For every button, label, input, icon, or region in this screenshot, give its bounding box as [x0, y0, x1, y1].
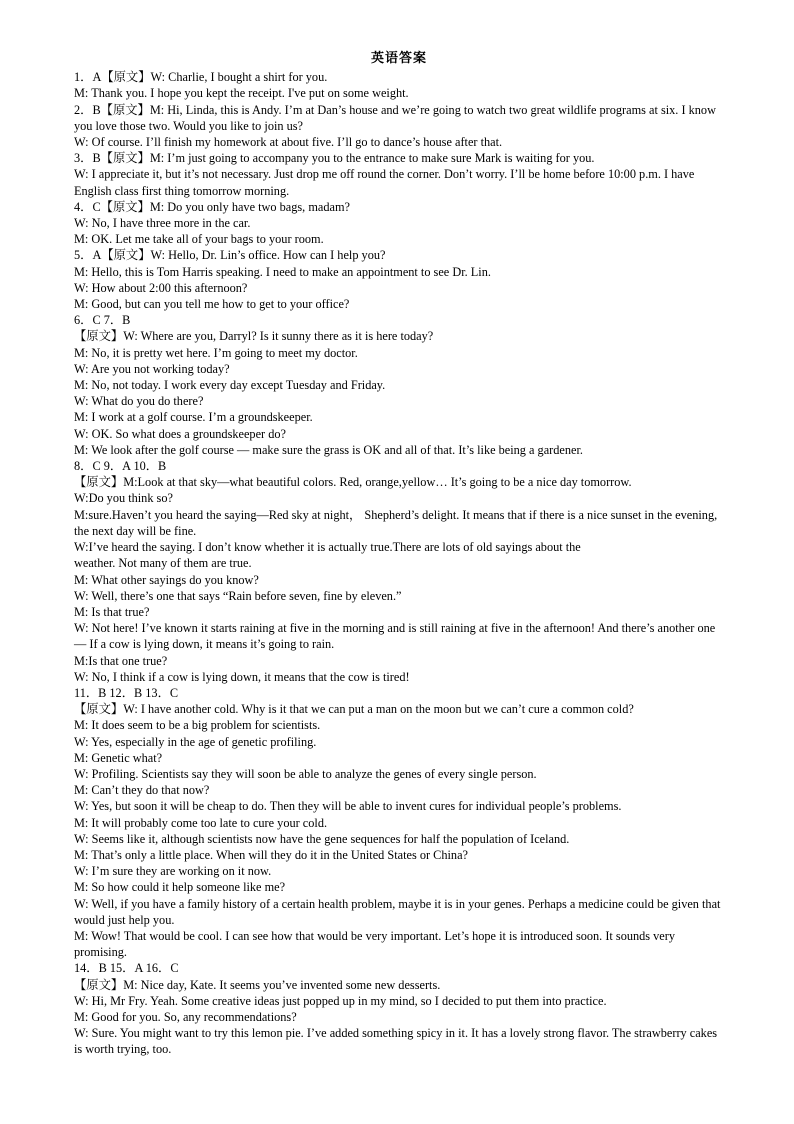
transcript-line: W: Are you not working today? [74, 361, 230, 376]
transcript-line: W: Seems like it, although scientists now have the gene sequences for half the population of Iceland. [74, 831, 570, 846]
transcript-line: M: It will probably come too late to cure your cold. [74, 815, 328, 830]
transcript-line: W: No, I think if a cow is lying down, it means that the cow is tired! [74, 669, 410, 684]
transcript-line: 6．C 7．B [74, 313, 131, 328]
transcript-line: 5．A【原文】W: Hello, Dr. Lin’s office. How can I help you? [74, 248, 386, 263]
transcript-line: M: OK. Let me take all of your bags to your room. [74, 232, 324, 247]
transcript-line: W: Yes, but soon it will be cheap to do. Then they will be able to invent cures for individual people’s problems. [74, 799, 622, 814]
transcript-line: 1．A【原文】W: Charlie, I bought a shirt for you. [74, 70, 328, 85]
transcript-line: 【原文】W: Where are you, Darryl? Is it sunny there as it is here today? [74, 329, 434, 344]
transcript-line: M:Is that one true? [74, 653, 168, 668]
transcript-line: M: Is that true? [74, 604, 150, 619]
transcript-line: W: Of course. I’ll finish my homework at about five. I’ll go to dance’s house after that. [74, 135, 503, 150]
transcript-line: W: No, I have three more in the car. [74, 216, 251, 231]
transcript-line: 4．C【原文】M: Do you only have two bags, madam? [74, 199, 350, 214]
answer-document [74, 50, 724, 1058]
transcript-line: M: Good for you. So, any recommendations? [74, 1009, 297, 1024]
transcript-line: W: I’m sure they are working on it now. [74, 864, 272, 879]
transcript-line: M: Can’t they do that now? [74, 783, 210, 798]
transcript-line: weather. Not many of them are true. [74, 556, 252, 571]
transcript-line: 8．C 9．A 10．B [74, 459, 167, 474]
transcript-line: 14．B 15．A 16．C [74, 961, 179, 976]
transcript-line: M: It does seem to be a big problem for scientists. [74, 718, 321, 733]
transcript-line: W: Sure. You might want to try this lemon pie. I’ve added something spicy in it. It has a lovely strong flavor. The strawberry cakes is worth trying, too. [74, 1026, 718, 1057]
transcript-line: 【原文】M: Nice day, Kate. It seems you’ve invented some new desserts. [74, 977, 441, 992]
transcript-line: 2．B【原文】M: Hi, Linda, this is Andy. I’m at Dan’s house and we’re going to watch two great wildlife programs at six. I know you love those two. Would you like to join us? [74, 102, 716, 133]
transcript-line: W: Not here! I’ve known it starts raining at five in the morning and is still raining at five in the afternoon! And there’s another one— If a cow is lying down, it means it’s going to rain. [74, 621, 716, 652]
transcript-line: M:sure.Haven’t you heard the saying—Red sky at night， Shepherd’s delight. It means that if there is a nice sunset in the evening, the next day will be fine. [74, 507, 718, 538]
transcript-line: M: Wow! That would be cool. I can see how that would be very important. Let’s hope it is introduced soon. It sounds very promising. [74, 928, 675, 960]
transcript-line: M: Thank you. I hope you kept the receipt. I've put on some weight. [74, 86, 409, 101]
transcript-line: W:Do you think so? [74, 491, 173, 506]
transcript-line: 3．B【原文】M: I’m just going to accompany you to the entrance to make sure Mark is waiting for you. [74, 151, 595, 166]
transcript-line: 【原文】W: I have another cold. Why is it that we can put a man on the moon but we can’t cure a common cold? [74, 702, 634, 717]
transcript-line: 【原文】M:Look at that sky—what beautiful colors. Red, orange,yellow… It’s going to be a nice day tomorrow. [74, 475, 632, 490]
transcript-body [74, 69, 724, 1057]
transcript-line: W: Yes, especially in the age of genetic profiling. [74, 734, 317, 749]
transcript-line: W: What do you do there? [74, 394, 204, 409]
transcript-line: M: No, it is pretty wet here. I’m going to meet my doctor. [74, 345, 358, 360]
transcript-line: W:I’ve heard the saying. I don’t know whether it is actually true.There are lots of old sayings about the [74, 540, 581, 555]
transcript-line: W: I appreciate it, but it’s not necessary. Just drop me off round the corner. Don’t worry. I’ll be home before 10:00 p.m. I have English class first thing tomorrow morning. [74, 167, 695, 198]
transcript-line: W: Well, if you have a family history of a certain health problem, maybe it is in your genes. Perhaps a medicine could be given that would just help you. [74, 896, 721, 927]
transcript-line: M: So how could it help someone like me? [74, 880, 286, 895]
transcript-line: W: How about 2:00 this afternoon? [74, 280, 248, 295]
transcript-line: M: Good, but can you tell me how to get to your office? [74, 297, 350, 312]
page-title: 英语答案 [370, 50, 427, 65]
transcript-line: M: What other sayings do you know? [74, 572, 259, 587]
transcript-line: M: We look after the golf course — make sure the grass is OK and all of that. It’s like being a gardener. [74, 442, 583, 457]
transcript-line: W: Well, there’s one that says “Rain before seven, fine by eleven.” [74, 588, 402, 603]
transcript-line: W: OK. So what does a groundskeeper do? [74, 426, 286, 441]
transcript-line: W: Profiling. Scientists say they will soon be able to analyze the genes of every single person. [74, 766, 537, 781]
transcript-line: W: Hi, Mr Fry. Yeah. Some creative ideas just popped up in my mind, so I decided to put them into practice. [74, 993, 607, 1008]
transcript-line: M: I work at a golf course. I’m a groundskeeper. [74, 410, 313, 425]
transcript-line: 11．B 12．B 13．C [74, 685, 179, 700]
transcript-line: M: Hello, this is Tom Harris speaking. I need to make an appointment to see Dr. Lin. [74, 264, 491, 279]
transcript-line: M: Genetic what? [74, 750, 163, 765]
transcript-line: M: No, not today. I work every day except Tuesday and Friday. [74, 378, 386, 393]
transcript-line: M: That’s only a little place. When will they do it in the United States or China? [74, 847, 468, 862]
